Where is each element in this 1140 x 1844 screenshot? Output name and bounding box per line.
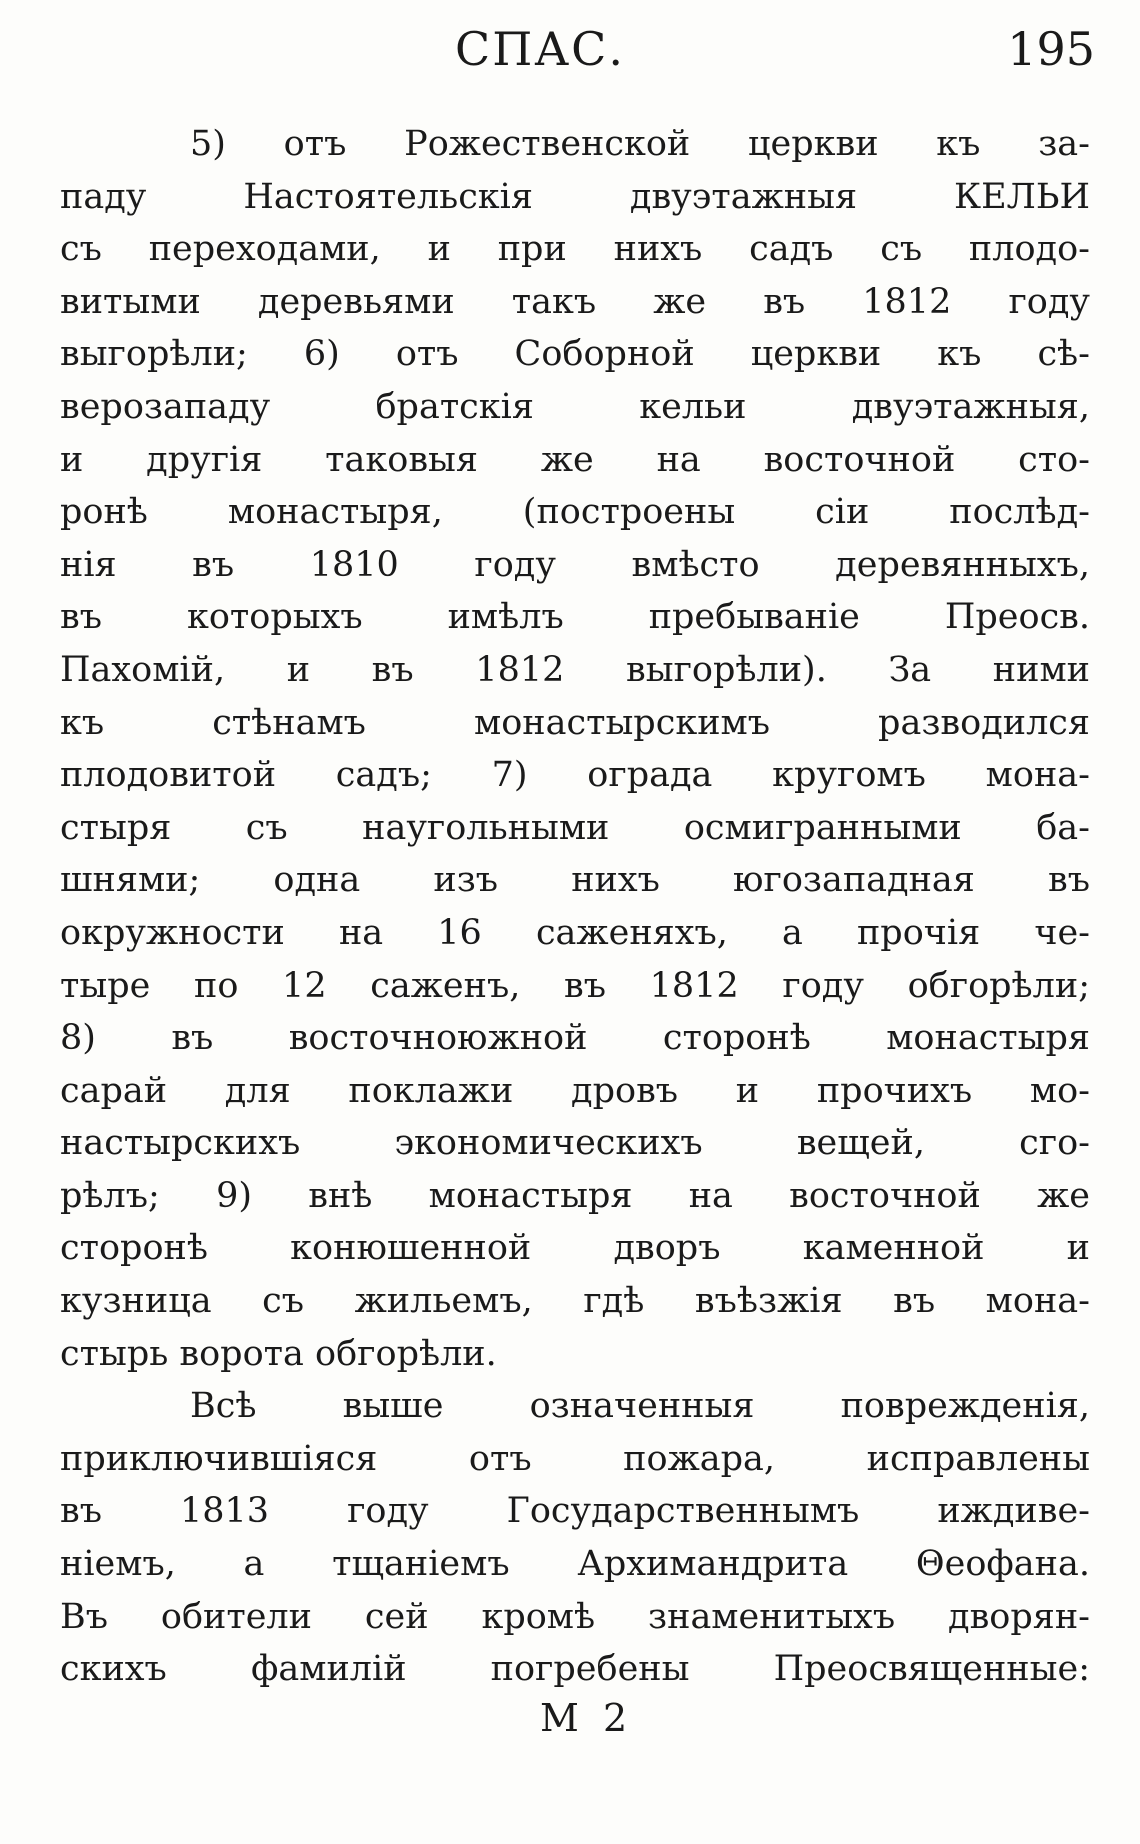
text-line: Всѣ выше означенныя поврежденія, (190, 1386, 1090, 1427)
text-line: стырь ворота обгорѣли. (60, 1333, 497, 1374)
text-line: съ переходами, и при нихъ садъ съ плодо- (60, 229, 1090, 270)
text-line: стыря съ наугольными осмигранными ба- (60, 807, 1090, 848)
text-line: сторонѣ конюшенной дворъ каменной и (60, 1228, 1090, 1269)
text-line: ронѣ монастыря, (построены сіи послѣд- (60, 492, 1090, 533)
text-line: сарай для поклажи дровъ и прочихъ мо- (60, 1070, 1090, 1111)
body-text (60, 118, 1090, 1696)
text-line: 5) отъ Рожественской церкви къ за- (190, 124, 1090, 164)
text-line: 8) въ восточноюжной сторонѣ монастыря (60, 1018, 1090, 1059)
text-line: шнями; одна изъ нихъ югозападная въ (60, 860, 1090, 901)
text-line: къ стѣнамъ монастырскимъ разводился (60, 702, 1090, 743)
text-line: ніемъ, а тщаніемъ Архимандрита Θеофана. (60, 1544, 1090, 1585)
text-line: нія въ 1810 году вмѣсто деревянныхъ, (60, 544, 1090, 585)
text-line: скихъ фамилій погребены Преосвященные: (60, 1649, 1090, 1690)
signature-mark: М 2 (540, 1696, 634, 1740)
page-header (0, 14, 1140, 84)
text-line: паду Настоятельскія двуэтажныя КЕЛЬИ (60, 176, 1090, 217)
text-line: верозападу братскія кельи двуэтажныя, (60, 386, 1090, 427)
text-line: окружности на 16 саженяхъ, а прочія че- (60, 912, 1090, 953)
text-line: Въ обители сей кромѣ знаменитыхъ дворян- (60, 1596, 1090, 1637)
text-line: въ 1813 году Государственнымъ иждиве- (60, 1491, 1090, 1532)
text-line: витыми деревьями такъ же въ 1812 году (60, 281, 1090, 322)
text-line: Пахомій, и въ 1812 выгорѣли). За ними (60, 649, 1090, 690)
page-number: 195 (1007, 22, 1095, 76)
text-line: тыре по 12 саженъ, въ 1812 году обгорѣли; (60, 965, 1090, 1006)
running-title: СПАС. (455, 22, 625, 76)
text-line: выгорѣли; 6) отъ Соборной церкви къ сѣ- (60, 334, 1090, 375)
text-line: рѣлъ; 9) внѣ монастыря на восточной же (60, 1175, 1090, 1216)
text-line: настырскихъ экономическихъ вещей, сго- (60, 1123, 1090, 1164)
text-line: кузница съ жильемъ, гдѣ въѣзжія въ мона- (60, 1281, 1090, 1322)
text-line: плодовитой садъ; 7) ограда кругомъ мона- (60, 755, 1090, 796)
text-line: приключившіяся отъ пожара, исправлены (60, 1438, 1090, 1479)
text-line: въ которыхъ имѣлъ пребываніе Преосв. (60, 597, 1090, 638)
text-line: и другія таковыя же на восточной сто- (60, 439, 1090, 480)
